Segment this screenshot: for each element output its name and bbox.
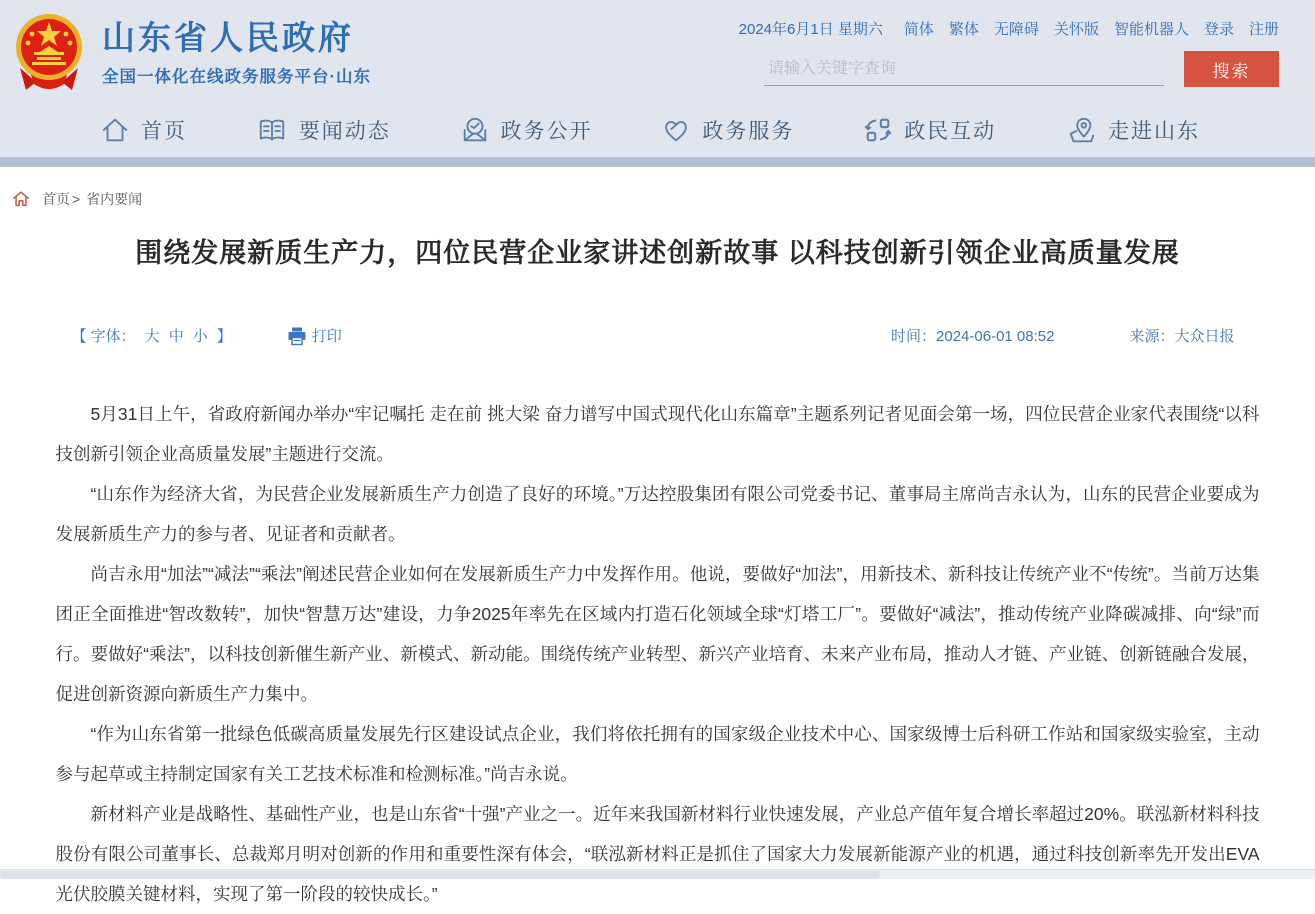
nav-item-about-shandong[interactable]: [1065, 115, 1200, 145]
map-pin-icon: [1065, 115, 1097, 145]
search-input[interactable]: [764, 53, 1164, 86]
link-smart-robot[interactable]: 智能机器人: [1113, 21, 1189, 38]
nav-item-interaction[interactable]: [863, 115, 996, 145]
font-size-medium[interactable]: 中: [168, 328, 184, 346]
article-body: [56, 394, 1260, 914]
search-bar: [719, 51, 1279, 87]
font-label: 【 字体：: [71, 328, 136, 346]
main-nav: [0, 103, 1315, 157]
site-logo[interactable]: [10, 10, 371, 94]
article-paragraph: 尚吉永用“加法”“减法”“乘法”阐述民营企业如何在发展新质生产力中发挥作用。他说，要做好“加法”，用新技术、新科技让传统产业不“传统”。当前万达集团正全面推进“智改数转”，加快“智慧万达”建设，力争2025年率先在区域内打造石化领域全球“灯塔工厂”。要做好“减法”，推动传统产业降碳减排、向“绿”而行。要做好“乘法”，以科技创新催生新产业、新模式、新动能。围绕传统产业转型、新兴产业培育、未来产业布局，推动人才链、产业链、创新链融合发展，促进创新资源向新质生产力集中。: [55, 564, 1260, 705]
link-accessibility[interactable]: 无障碍: [993, 21, 1039, 38]
article-meta-right: [891, 325, 1259, 346]
font-size-controls: [72, 325, 232, 346]
article: [56, 235, 1260, 914]
nav-item-label: 政务服务: [702, 120, 795, 143]
site-title-block: [102, 17, 371, 88]
nav-item-label: 要闻动态: [298, 120, 391, 143]
nav-item-label: 政民互动: [904, 120, 997, 143]
nav-item-news[interactable]: [256, 115, 391, 145]
horizontal-scrollbar-thumb[interactable]: [0, 871, 880, 879]
article-paragraph: “作为山东省第一批绿色低碳高质量发展先行区建设试点企业，我们将依托拥有的国家级企业技术中心、国家级博士后科研工作站和国家级实验室，主动参与起草或主持制定国家有关工艺技术标准和检测标准。”尚吉永说。: [55, 724, 1260, 785]
time-value: 2024-06-01 08:52: [936, 328, 1055, 346]
article-title: 围绕发展新质生产力，四位民营企业家讲述创新故事 以科技创新引领企业高质量发展: [135, 238, 1180, 268]
link-register[interactable]: 注册: [1248, 21, 1279, 38]
source-label: 来源：: [1129, 328, 1175, 346]
font-size-large[interactable]: 大: [144, 328, 160, 346]
time-label: 时间：: [891, 328, 937, 346]
heart-check-icon: [661, 115, 691, 145]
site-subtitle: 全国一体化在线政务服务平台·山东: [102, 68, 371, 87]
link-login[interactable]: 登录: [1203, 21, 1234, 38]
breadcrumb-separator: >: [72, 191, 81, 207]
breadcrumb-home-icon: [12, 190, 30, 208]
horizontal-scrollbar[interactable]: [0, 869, 1315, 879]
open-book-icon: [256, 115, 288, 145]
national-emblem-icon: [10, 10, 88, 94]
top-utility-links: [719, 18, 1279, 39]
site-header: [0, 0, 1315, 103]
interaction-arrows-icon: [863, 115, 893, 145]
source-value: 大众日报: [1174, 328, 1235, 346]
font-label-end: 】: [216, 328, 232, 346]
site-title: 山东省人民政府: [102, 18, 354, 56]
search-button[interactable]: 搜索: [1184, 51, 1279, 87]
nav-item-label: 首页: [141, 120, 187, 143]
breadcrumb-current[interactable]: 省内要闻: [86, 191, 143, 207]
link-care-version[interactable]: 关怀版: [1053, 21, 1099, 38]
nav-item-home[interactable]: [100, 115, 187, 145]
header-right: [719, 18, 1279, 87]
font-size-small[interactable]: 小: [192, 328, 208, 346]
envelope-icon: [460, 115, 490, 145]
article-source: [1129, 325, 1234, 346]
article-paragraph: “山东作为经济大省，为民营企业发展新质生产力创造了良好的环境。”万达控股集团有限公司党委书记、董事局主席尚吉永认为，山东的民营企业要成为发展新质生产力的参与者、见证者和贡献者。: [55, 484, 1260, 545]
breadcrumb-wrap: [42, 189, 142, 209]
printer-icon: [287, 326, 307, 346]
article-paragraph: 5月31日上午，省政府新闻办举办“牢记嘱托 走在前 挑大梁 奋力谱写中国式现代化山东篇章”主题系列记者见面会第一场，四位民营企业家代表围绕“以科技创新引领企业高质量发展”主题进行交流。: [55, 404, 1260, 465]
nav-bottom-strip: [0, 157, 1315, 167]
breadcrumb: [0, 167, 1315, 209]
link-traditional-chinese[interactable]: 繁体: [948, 21, 979, 38]
home-icon: [100, 115, 130, 145]
article-meta-row: [56, 325, 1260, 346]
print-button[interactable]: [287, 325, 342, 346]
nav-item-label: 走进山东: [1107, 120, 1200, 143]
nav-item-gov-services[interactable]: [661, 115, 794, 145]
link-simplified-chinese[interactable]: 简体: [903, 21, 934, 38]
article-paragraph: 新材料产业是战略性、基础性产业，也是山东省“十强”产业之一。近年来我国新材料行业快速发展，产业总产值年复合增长率超过20%。联泓新材料科技股份有限公司董事长、总裁郑月明对创新的作用和重要性深有体会，“联泓新材料正是抓住了国家大力发展新能源产业的机遇，通过科技创新率先开发出EVA光伏胶膜关键材料，实现了第一阶段的较快成长。”: [55, 804, 1260, 905]
current-date: 2024年6月1日 星期六: [738, 21, 883, 38]
print-label: 打印: [311, 328, 342, 346]
publish-time: [891, 325, 1054, 346]
breadcrumb-home[interactable]: 首页: [42, 191, 70, 207]
nav-item-gov-info[interactable]: [460, 115, 593, 145]
nav-item-label: 政务公开: [500, 120, 593, 143]
